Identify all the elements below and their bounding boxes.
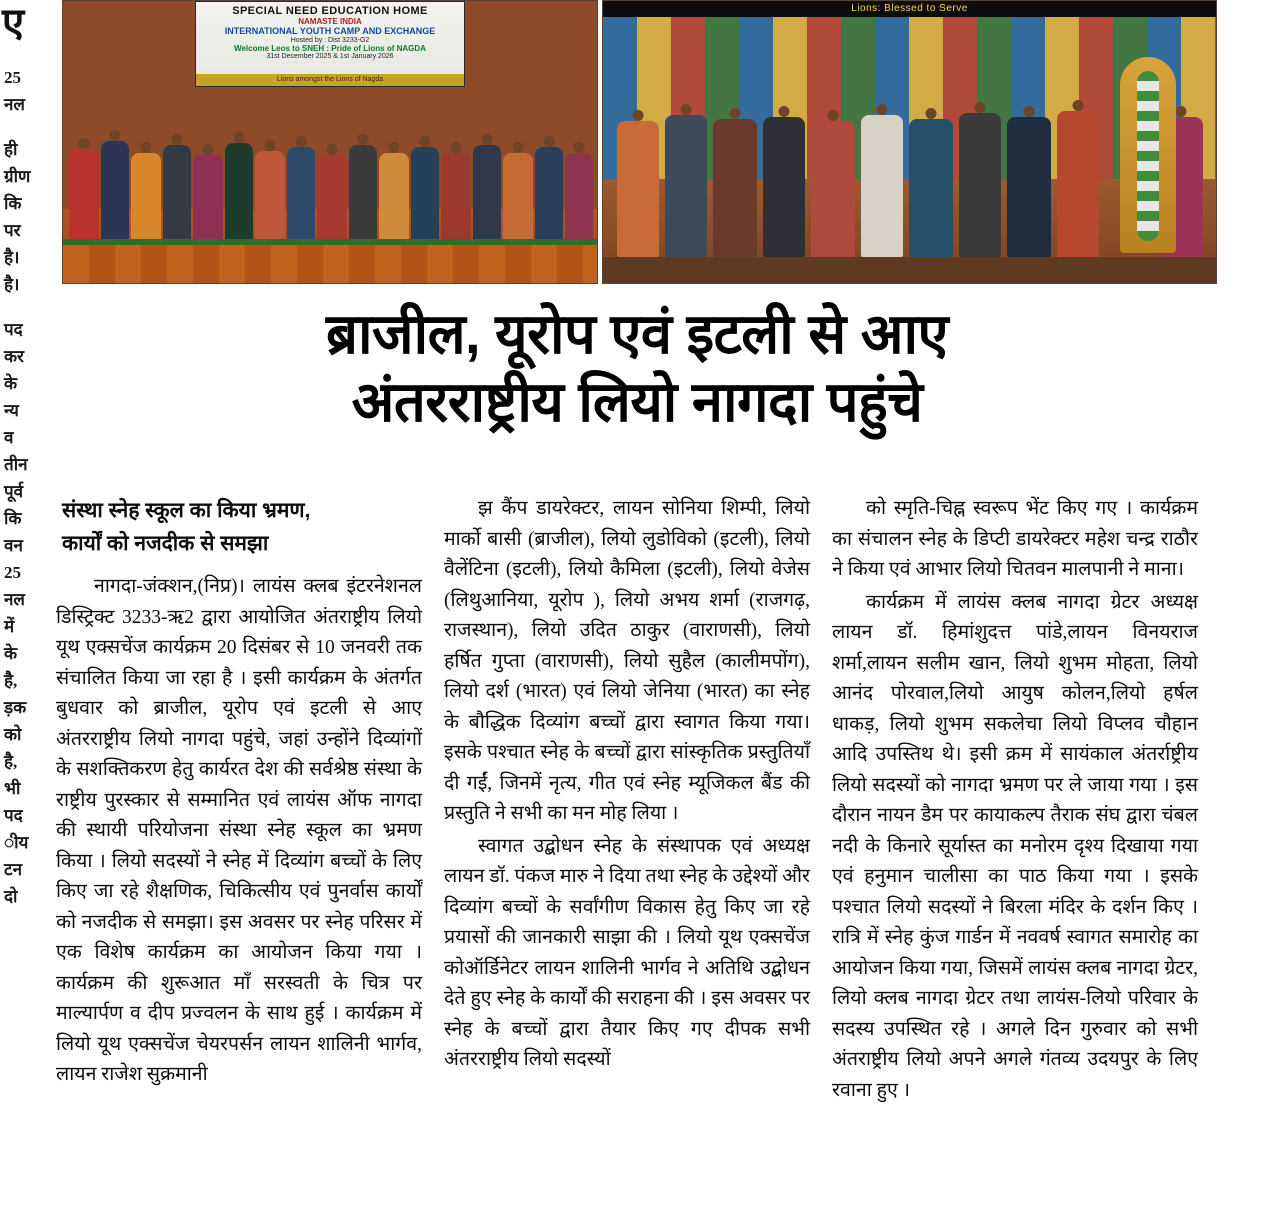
edge-big-glyph: ए	[2, 0, 24, 45]
delegate-person	[665, 115, 707, 257]
headline-line-1: ब्राजील, यूरोप एवं इटली से आए	[326, 302, 948, 365]
crowd-person	[317, 155, 347, 245]
banner-strip: Lions amongst the Lions of Nagda	[196, 74, 464, 86]
paragraph: स्वागत उद्बोधन स्नेह के संस्थापक एवं अध्यक्ष लायन डॉ. पंकज मारु ने दिया तथा स्नेह के उद्देश्यों और दिव्यांग बच्चों के सर्वांगीण विकास हेतु किए जा रहे प्रयासों की जानकारी साझा की । लियो यूथ एक्सचेंज कोऑर्डिनेटर लायन शालिनी भार्गव ने अतिथि उद्बोधन देते हुए स्नेह के कार्यों की सराहना की । इस अवसर पर स्नेह के बच्चों द्वारा तैयार किए गए दीपक सभी अंतरराष्ट्रीय लियो सदस्यों	[444, 835, 810, 1070]
edge-line: ही	[4, 140, 18, 159]
edge-line: तीन	[4, 455, 28, 474]
crowd-person	[411, 147, 439, 245]
delegate-person	[1007, 117, 1051, 257]
paragraph: को स्मृति-चिह्न स्वरूप भेंट किए गए । कार्यक्रम का संचालन स्नेह के डिप्टी डायरेक्टर महेश चन्द्र राठौर ने किया एवं आभार लियो चितवन मालपानी ने माना।	[832, 498, 1198, 580]
banner-welcome: Welcome Leos to SNEH : Pride of Lions of NAGDA	[234, 44, 426, 53]
banner-host: Hosted by : Dist 3233-G2	[290, 37, 370, 44]
main-headline	[62, 300, 1212, 436]
edge-line: दो	[4, 887, 18, 906]
decorated-pillar	[1120, 57, 1176, 253]
crowd-person	[101, 141, 129, 245]
article-column-1	[56, 494, 422, 1214]
edge-line: ड़क	[4, 698, 27, 717]
edge-line: नल	[4, 95, 25, 114]
subheading-line-2: कार्यों को नजदीक से समझा	[62, 532, 269, 555]
paragraph: कार्यक्रम में लायंस क्लब नागदा ग्रेटर अध्यक्ष लायन डॉ. हिमांशुदत्त पांडे,लायन विनयराज शर्मा,लायन सलीम खान, लियो शुभम मोहता, लियो आनंद पोरवाल,लियो आयुष कोलन,लियो हर्षल धाकड़, लियो शुभम सकलेचा लियो विप्लव चौहान आदि उपस्तिथ थे। इसी क्रम में सायंकाल अंतर्राष्ट्रीय लियो सदस्यों को नागदा भ्रमण पर ले जाया गया । इस दौरान नायन डैम पर कायाकल्प तैराक संघ द्वारा चंबल नदी के किनारे सूर्यास्त का मनोरम दृश्य दिखाया गया एवं हनुमान चालीसा का पाठ किया गया । इसके पश्चात लियो सदस्यों ने बिरला मंदिर के दर्शन किए । रात्रि में स्नेह कुंज गार्डन में नववर्ष स्वागत समारोह का आयोजन किया गया, जिसमें लायंस क्लब नागदा ग्रेटर, लियो क्लब नागदा ग्रेटर तथा लायंस-लियो परिवार के सदस्य उपस्थित रहे । अगले दिन गुरुवार को सभी अंतराष्ट्रीय लियो अपने अगले गंतव्य उदयपुर के लिए रवाना हुए ।	[832, 591, 1198, 1101]
delegate-person	[909, 119, 953, 257]
edge-line: कि	[4, 509, 22, 528]
edge-line: 25	[4, 68, 21, 87]
crowd-person	[349, 145, 377, 245]
edge-line: 25	[4, 563, 21, 582]
banner-subtitle: NAMASTE INDIA	[298, 17, 362, 26]
edge-line: टन	[4, 860, 23, 879]
edge-line: कर	[4, 347, 25, 366]
crowd-person	[131, 153, 161, 245]
paragraph: नागदा-जंक्शन,(निप्र)। लायंस क्लब इंटरनेशनल डिस्ट्रिक्ट 3233-ऋ2 द्वारा आयोजित अंतराष्ट्रीय लियो यूथ एक्सचेंज कार्यक्रम 20 दिसंबर से 10 जनवरी तक संचालित किया जा रहा है । इसी कार्यक्रम के अंतर्गत बुधवार को ब्राजील, यूरोप एवं इटली से आए अंतरराष्ट्रीय लियो नागदा पहुंचे, जहां उन्होंने दिव्यांगों के सशक्तिकरण हेतु कार्यरत देश की सर्वश्रेष्ठ संस्था के राष्ट्रीय पुरस्कार से सम्मानित एवं लायंस ऑफ नागदा की स्थायी परियोजना संस्था स्नेह स्कूल का भ्रमण किया । लियो सदस्यों ने स्नेह में दिव्यांग बच्चों के लिए किए जा रहे शैक्षणिक, चिकित्सीय एवं पुनर्वास कार्यों को नजदीक से समझा। इस अवसर पर स्नेह परिसर में एक विशेष कार्यक्रम का आयोजन किया गया । कार्यक्रम की शुरूआत माँ सरस्वती के चित्र पर माल्यार्पण व दीप प्रज्वलन के साथ हुई । कार्यक्रम में लियो यूथ एक्सचेंज चेयरपर्सन लायन शालिनी भार्गव, लायन राजेश सुक्रमानी	[56, 576, 422, 1085]
crowd-person	[225, 143, 253, 245]
subheading-line-1: संस्था स्नेह स्कूल का किया भ्रमण,	[62, 499, 311, 522]
delegate-person	[763, 117, 805, 257]
article-subheading	[56, 494, 422, 560]
delegate-person	[861, 115, 903, 257]
banner-title: SPECIAL NEED EDUCATION HOME	[232, 5, 428, 17]
paragraph: झ कैंप डायरेक्टर, लायन सोनिया शिम्पी, लियो मार्को बासी (ब्राजील), लियो लुडोविको (इटली), लियो वैलेंटिना (इटली), लियो कैमिला (इटली), लियो वेजेस (लिथुआनिया, यूरोप ), लियो अभय शर्मा (राजगढ़, राजस्थान), लियो उदित ठाकुर (वाराणसी), लियो हर्षित गुप्ता (वाराणसी), लियो सुहैल (कालीमपोंग), लियो दर्श (भारत) एवं लियो जेनिया (भारत) का स्नेह के बौद्धिक दिव्यांग बच्चों द्वारा स्वागत किया गया। इसके पश्चात स्नेह के बच्चों द्वारा सांस्कृतिक प्रस्तुतियाँ दी गईं, जिनमें नृत्य, गीत एवं स्नेह म्यूजिकल बैंड की प्रस्तुति ने सभी का मन मोह लिया ।	[444, 498, 810, 824]
delegate-person	[1057, 111, 1099, 257]
crowd-person	[163, 145, 191, 245]
article-column-3	[832, 494, 1198, 1214]
edge-line: है,	[4, 671, 18, 690]
crowd-person	[193, 155, 223, 245]
edge-line: भी	[4, 779, 21, 798]
group-photo-stage	[62, 0, 598, 284]
photo-band	[62, 0, 1217, 282]
edge-line: में	[4, 617, 15, 636]
edge-line: के	[4, 644, 18, 663]
crowd-person	[255, 151, 285, 245]
delegate-person	[617, 121, 659, 257]
edge-line: कि	[4, 194, 22, 213]
article-body	[56, 494, 1216, 1214]
delegate-person	[713, 119, 757, 257]
edge-line: ीय	[4, 833, 29, 852]
crowd-person	[441, 153, 471, 245]
edge-line: वन	[4, 536, 23, 555]
delegate-person	[811, 121, 855, 257]
banner-event: INTERNATIONAL YOUTH CAMP AND EXCHANGE	[224, 26, 436, 36]
edge-line: पूर्व	[4, 482, 24, 501]
edge-line: ग्रीण	[4, 167, 31, 186]
article-column-2	[444, 494, 810, 1214]
left-cut-column	[0, 0, 47, 1222]
banner-dates: 31st December 2025 & 1st January 2026	[266, 53, 394, 60]
edge-line: को	[4, 725, 22, 744]
edge-line: न्य	[4, 401, 19, 420]
stage-carpet	[63, 239, 597, 283]
crowd-person	[69, 149, 99, 245]
edge-line: है,	[4, 752, 18, 771]
stage-edge	[603, 257, 1216, 283]
edge-line: पर	[4, 221, 21, 240]
backdrop-slogan: Lions: Blessed to Serve	[603, 1, 1216, 17]
crowd-person	[535, 147, 563, 245]
edge-line: के	[4, 374, 18, 393]
edge-line: पद	[4, 806, 23, 825]
crowd-person	[379, 153, 409, 245]
edge-line: है।	[4, 248, 20, 267]
edge-line: नल	[4, 590, 25, 609]
crowd-person	[503, 153, 533, 245]
edge-line: व	[4, 428, 14, 447]
delegates-photo-stage	[602, 0, 1217, 284]
garland	[1137, 71, 1159, 241]
crowd-group	[63, 75, 597, 245]
crowd-person	[565, 153, 593, 245]
edge-line: पद	[4, 320, 23, 339]
crowd-person	[473, 145, 501, 245]
crowd-person	[287, 147, 315, 245]
edge-line: है।	[4, 275, 20, 294]
delegate-person	[959, 113, 1001, 257]
headline-line-2: अंतरराष्ट्रीय लियो नागदा पहुंचे	[351, 370, 923, 433]
